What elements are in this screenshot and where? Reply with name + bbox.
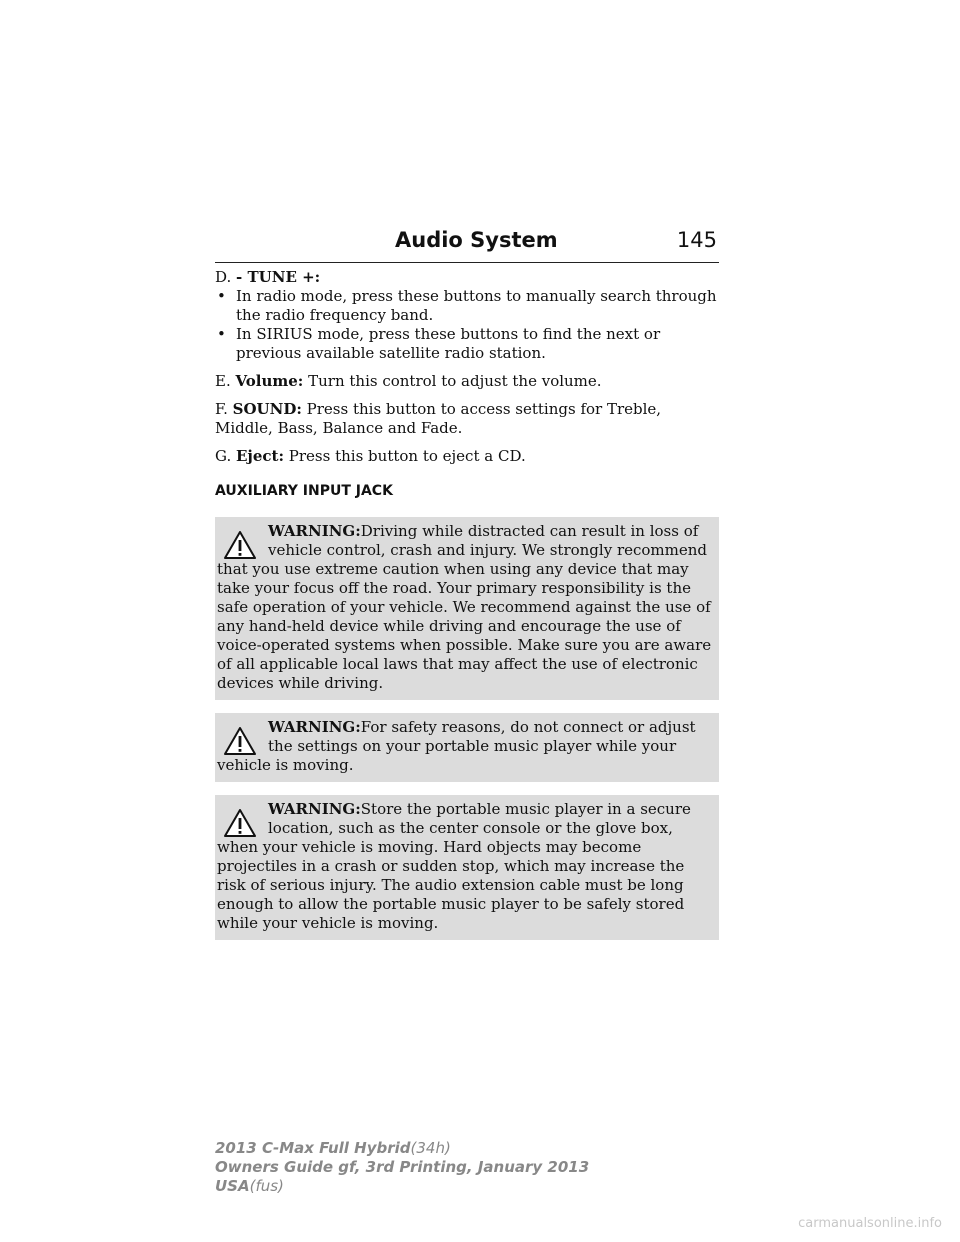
warning-label: WARNING:: [268, 718, 361, 736]
bullet-item: [215, 325, 719, 363]
item-e-label: Volume:: [235, 372, 304, 390]
bullet-text: In radio mode, press these buttons to manually search through the radio frequency band.: [236, 287, 717, 324]
item-e-text: Turn this control to adjust the volume.: [308, 372, 602, 390]
page-content: [215, 268, 719, 953]
warning-box: [215, 795, 719, 940]
footer-region-line: [215, 1177, 589, 1196]
item-g: [215, 447, 719, 466]
warning-text: For safety reasons, do not connect or adjust the settings on your portable music player while your vehicle is moving.: [217, 718, 696, 774]
warning-box: [215, 517, 719, 700]
footer-model: 2013 C-Max Full Hybrid: [215, 1139, 411, 1157]
warning-triangle-icon: [223, 808, 257, 838]
bullet-icon: •: [217, 325, 226, 343]
item-d-label: - TUNE +:: [236, 268, 321, 286]
item-g-text: Press this button to eject a CD.: [288, 447, 526, 465]
page-header: [215, 228, 719, 263]
footer-model-line: [215, 1139, 589, 1158]
page-footer: [215, 1139, 589, 1196]
warning-label: WARNING:: [268, 800, 361, 818]
warning-triangle-icon: [223, 726, 257, 756]
warning-text: Driving while distracted can result in loss of vehicle control, crash and injury. We strongly recommend that you use extreme caution when using any device that may take your focus off the road. Your primary responsibility is the safe operation of your vehicle. We recommend against the use of any hand-held device while driving and encourage the use of voice-operated systems when possible. Make sure you are aware of all applicable local laws that may affect the use of electronic devices while driving.: [217, 522, 712, 692]
footer-region-code: (fus): [249, 1177, 284, 1195]
item-f-text: Press this button to access settings for Treble, Middle, Bass, Balance and Fade.: [215, 400, 662, 437]
item-d-bullets: [215, 287, 719, 363]
bullet-item: [215, 287, 719, 325]
bullet-text: In SIRIUS mode, press these buttons to find the next or previous available satellite radio station.: [236, 325, 661, 362]
item-e-letter: E.: [215, 372, 231, 390]
item-f-letter: F.: [215, 400, 228, 418]
page-title: Audio System: [395, 228, 558, 252]
item-d: [215, 268, 719, 363]
footer-guide: Owners Guide gf, 3rd Printing, January 2013: [215, 1158, 590, 1176]
warning-label: WARNING:: [268, 522, 361, 540]
item-g-label: Eject:: [236, 447, 285, 465]
footer-model-code: (34h): [410, 1139, 451, 1157]
section-heading: AUXILIARY INPUT JACK: [215, 483, 393, 499]
warning-box: [215, 713, 719, 782]
item-e: [215, 372, 719, 391]
watermark: carmanualsonline.info: [798, 1216, 942, 1231]
page-number: 145: [676, 228, 717, 252]
footer-region: USA: [215, 1177, 250, 1195]
item-d-letter: D.: [215, 268, 232, 286]
warning-triangle-icon: [223, 530, 257, 560]
warning-text: Store the portable music player in a secure location, such as the center console or the glove box, when your vehicle is moving. Hard objects may become projectiles in a crash or sudden stop, which may increase the risk of serious injury. The audio extension cable must be long enough to allow the portable music player to be safely stored while your vehicle is moving.: [217, 800, 691, 932]
item-g-letter: G.: [215, 447, 232, 465]
item-f-label: SOUND:: [232, 400, 302, 418]
bullet-icon: •: [217, 287, 226, 305]
item-f: [215, 400, 719, 438]
